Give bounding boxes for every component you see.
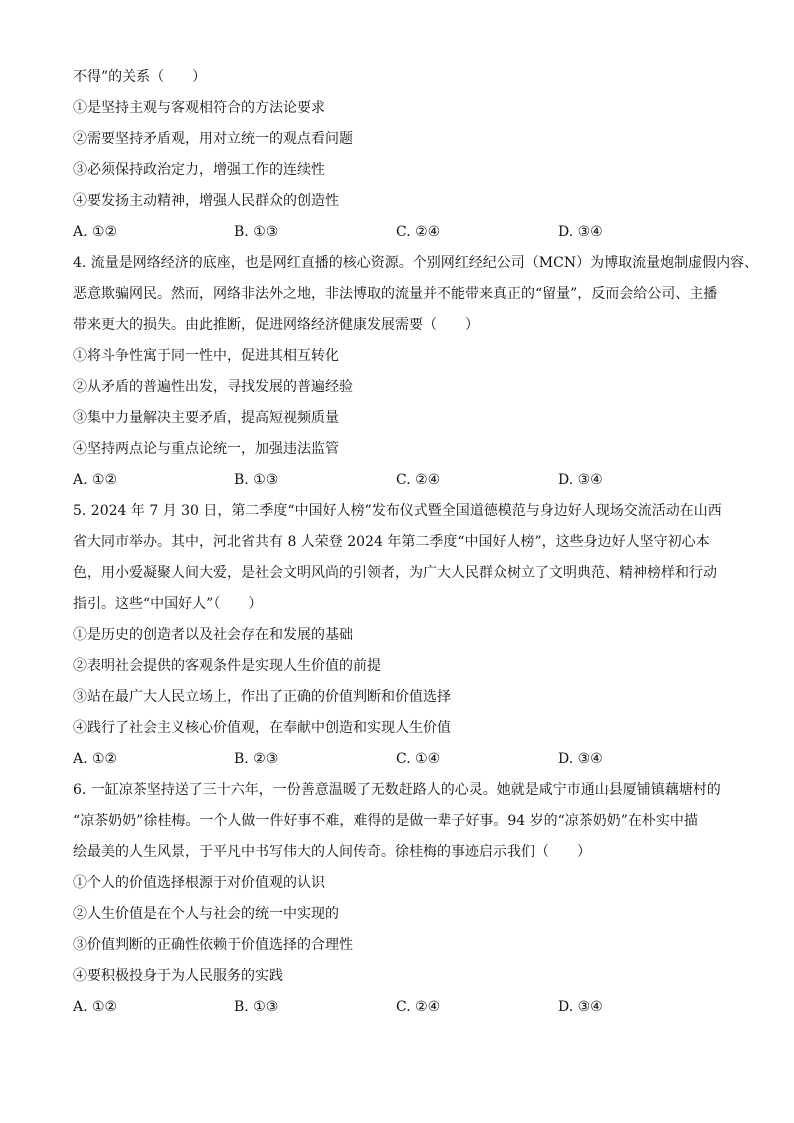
option-statement: ③集中力量解决主要矛盾，提高短视频质量 [73, 410, 339, 426]
exam-page [73, 62, 759, 1023]
question-stem-line: 恶意欺骗网民。然而，网络非法外之地，非法博取的流量并不能带来真正的“留量”，反而会给公司、主播 [73, 286, 718, 302]
option-statement: ③必须保持政治定力，增强工作的连续性 [73, 162, 325, 178]
question-stem-line: 指引。这些“中国好人”（ ） [73, 596, 263, 612]
option-statement: ②表明社会提供的客观条件是实现人生价值的前提 [73, 658, 381, 674]
option-statement: ④坚持两点论与重点论统一，加强违法监管 [73, 441, 339, 457]
question-4 [73, 248, 759, 496]
option-statement: ①个人的价值选择根源于对价值观的认识 [73, 875, 325, 891]
choice-a: A. ①② [73, 751, 118, 767]
answer-choices [73, 217, 723, 248]
question-stem-line: 不得”的关系（ ） [73, 69, 207, 85]
choice-b: B. ①③ [234, 472, 279, 488]
option-statement: ②人生价值是在个人与社会的统一中实现的 [73, 906, 339, 922]
choice-d: D. ③④ [558, 751, 603, 767]
question-stem-line: 带来更大的损失。由此推断，促进网络经济健康发展需要（ ） [73, 317, 479, 333]
choice-c: C. ②④ [396, 224, 441, 240]
choice-b: B. ①③ [234, 224, 279, 240]
option-statement: ①是坚持主观与客观相符合的方法论要求 [73, 100, 325, 116]
question-5 [73, 496, 723, 775]
option-statement: ③站在最广大人民立场上，作出了正确的价值判断和价值选择 [73, 689, 451, 705]
answer-choices [73, 992, 723, 1023]
choice-b: B. ①③ [234, 999, 279, 1015]
question-stem-line: 省大同市举办。其中，河北省共有 8 人荣登 2024 年第二季度“中国好人榜”，这些身边好人坚守初心本 [73, 534, 710, 550]
question-stem-line: 绘最美的人生风景，于平凡中书写伟大的人间传奇。徐桂梅的事迹启示我们（ ） [73, 844, 591, 860]
option-statement: ②需要坚持矛盾观，用对立统一的观点看问题 [73, 131, 353, 147]
choice-b: B. ②③ [234, 751, 279, 767]
option-statement: ④要发扬主动精神，增强人民群众的创造性 [73, 193, 339, 209]
option-statement: ③价值判断的正确性依赖于价值选择的合理性 [73, 937, 353, 953]
option-statement: ④践行了社会主义核心价值观，在奉献中创造和实现人生价值 [73, 720, 451, 736]
option-statement: ④要积极投身于为人民服务的实践 [73, 968, 283, 984]
choice-d: D. ③④ [558, 999, 603, 1015]
choice-d: D. ③④ [558, 224, 603, 240]
choice-c: C. ②④ [396, 999, 441, 1015]
choice-d: D. ③④ [558, 472, 603, 488]
question-stem-line: “凉茶奶奶”徐桂梅。一个人做一件好事不难，难得的是做一辈子好事。94 岁的“凉茶奶奶”在朴实中描 [73, 813, 698, 829]
question-stem-line: 4. 流量是网络经济的底座，也是网红直播的核心资源。个别网红经纪公司（MCN）为博取流量炮制虚假内容、 [73, 255, 759, 271]
question-6 [73, 775, 723, 1023]
choice-a: A. ①② [73, 472, 118, 488]
choice-a: A. ①② [73, 999, 118, 1015]
option-statement: ①是历史的创造者以及社会存在和发展的基础 [73, 627, 353, 643]
question-stem-line: 色，用小爱凝聚人间大爱，是社会文明风尚的引领者，为广大人民群众树立了文明典范、精神榜样和行动 [73, 565, 717, 581]
answer-choices [73, 744, 723, 775]
question-stem-line: 6. 一缸凉茶坚持送了三十六年，一份善意温暖了无数赶路人的心灵。她就是咸宁市通山县厦铺镇藕塘村的 [73, 782, 721, 798]
choice-c: C. ①④ [396, 751, 441, 767]
question-stem-line: 5. 2024 年 7 月 30 日，第二季度“中国好人榜”发布仪式暨全国道德模范与身边好人现场交流活动在山西 [73, 503, 722, 519]
option-statement: ②从矛盾的普遍性出发，寻找发展的普遍经验 [73, 379, 353, 395]
answer-choices [73, 465, 723, 496]
option-statement: ①将斗争性寓于同一性中，促进其相互转化 [73, 348, 339, 364]
question-3 [73, 62, 723, 248]
choice-c: C. ②④ [396, 472, 441, 488]
choice-a: A. ①② [73, 224, 118, 240]
